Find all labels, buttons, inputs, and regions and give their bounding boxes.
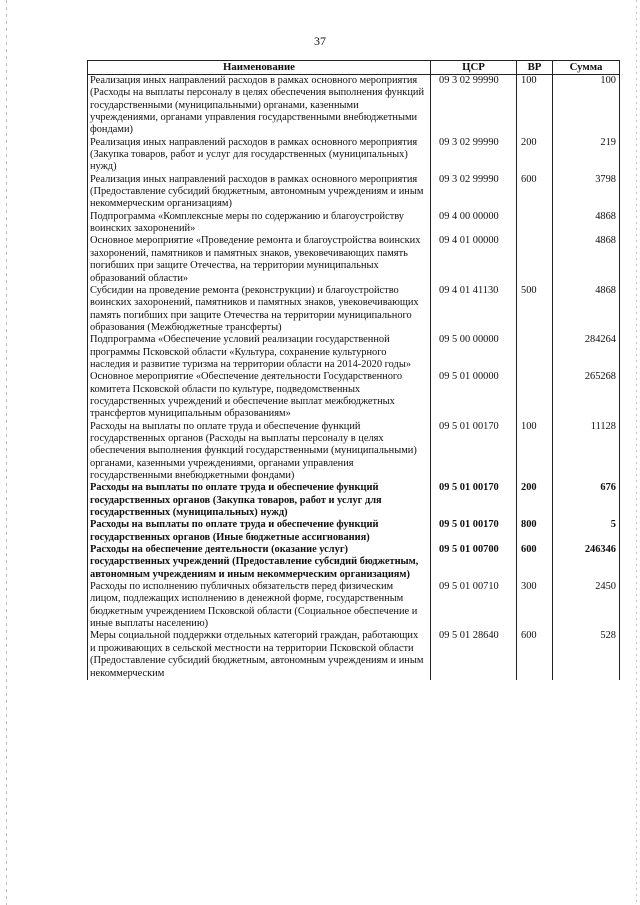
row-sum: 219 (553, 137, 620, 174)
row-name: Расходы на выплаты по оплате труда и обеспечение функций государственных органов (Расходы на выплаты персоналу в целях обеспечения выполнения функций государственными (муниципальными) органами, казенными учреждениями, органами управления государственными внебюджетными фондами) (88, 421, 431, 483)
row-vr (517, 211, 553, 236)
row-name: Подпрограмма «Обеспечение условий реализации государственной программы Псковской области «Культура, сохранение культурного наследия и развитие туризма на территории области на 2014-2020 годы» (88, 334, 431, 371)
table-header (88, 61, 620, 75)
row-vr: 100 (517, 421, 553, 483)
scan-edge-right (636, 0, 637, 905)
row-csr: 09 5 00 00000 (431, 334, 517, 371)
row-sum: 3798 (553, 174, 620, 211)
row-sum: 11128 (553, 421, 620, 483)
header-row (88, 61, 620, 75)
row-name: Расходы по исполнению публичных обязательств перед физическим лицом, подлежащих исполнению в денежной форме, государственным бюджетным учреждением Псковской области (Социальное обеспечение и иные выплаты населению) (88, 581, 431, 630)
table-row (88, 285, 620, 334)
row-csr: 09 5 01 00000 (431, 371, 517, 420)
table-row (88, 630, 620, 679)
header-name: Наименование (88, 61, 431, 75)
row-sum: 265268 (553, 371, 620, 420)
row-name: Расходы на выплаты по оплате труда и обеспечение функций государственных органов (Иные бюджетные ассигнования) (88, 519, 431, 544)
row-sum: 4868 (553, 285, 620, 334)
row-name: Субсидии на проведение ремонта (реконструкции) и благоустройство воинских захоронений, памятников и памятных знаков, увековечивающих память погибших при защите Отечества на территории муниципального образования (Межбюджетные трансферты) (88, 285, 431, 334)
row-vr: 200 (517, 137, 553, 174)
table-row (88, 519, 620, 544)
row-vr: 600 (517, 630, 553, 679)
row-csr: 09 5 01 00170 (431, 519, 517, 544)
row-vr: 300 (517, 581, 553, 630)
row-csr: 09 4 01 41130 (431, 285, 517, 334)
row-sum: 100 (553, 75, 620, 137)
row-sum: 284264 (553, 334, 620, 371)
row-sum: 676 (553, 482, 620, 519)
row-name: Реализация иных направлений расходов в рамках основного мероприятия (Закупка товаров, работ и услуг для государственных (муниципальных) нужд) (88, 137, 431, 174)
row-csr: 09 4 00 00000 (431, 211, 517, 236)
table-row (88, 371, 620, 420)
row-vr: 100 (517, 75, 553, 137)
budget-table (87, 60, 620, 680)
table-row (88, 482, 620, 519)
row-csr: 09 5 01 00700 (431, 544, 517, 581)
row-sum: 528 (553, 630, 620, 679)
row-name: Реализация иных направлений расходов в рамках основного мероприятия (Предоставление субсидий бюджетным, автономным учреждениям и иным некоммерческим организациям) (88, 174, 431, 211)
row-name: Меры социальной поддержки отдельных категорий граждан, работающих и проживающих в сельской местности на территории Псковской области (Предоставление субсидий бюджетным, автономным учреждениям и иным некоммерческим (88, 630, 431, 679)
row-vr: 600 (517, 174, 553, 211)
row-vr: 200 (517, 482, 553, 519)
table-row (88, 581, 620, 630)
header-csr: ЦСР (431, 61, 517, 75)
row-csr: 09 5 01 00710 (431, 581, 517, 630)
table-row (88, 75, 620, 137)
row-csr: 09 5 01 28640 (431, 630, 517, 679)
scan-edge-left (6, 0, 7, 905)
table-row (88, 137, 620, 174)
row-name: Реализация иных направлений расходов в рамках основного мероприятия (Расходы на выплаты персоналу в целях обеспечения выполнения функций государственными (муниципальными) органами, казенными учреждениями, органами управления государственными внебюджетными фондами) (88, 75, 431, 137)
row-sum: 5 (553, 519, 620, 544)
table-row (88, 334, 620, 371)
row-vr: 800 (517, 519, 553, 544)
table-row (88, 544, 620, 581)
row-name: Подпрограмма «Комплексные меры по содержанию и благоустройству воинских захоронений» (88, 211, 431, 236)
row-vr (517, 371, 553, 420)
row-csr: 09 5 01 00170 (431, 421, 517, 483)
table-body (88, 75, 620, 680)
table-row (88, 421, 620, 483)
row-csr: 09 4 01 00000 (431, 235, 517, 284)
table-row (88, 235, 620, 284)
row-csr: 09 5 01 00170 (431, 482, 517, 519)
row-name: Расходы на выплаты по оплате труда и обеспечение функций государственных органов (Закупка товаров, работ и услуг для государственных (муниципальных) нужд) (88, 482, 431, 519)
row-sum: 2450 (553, 581, 620, 630)
row-csr: 09 3 02 99990 (431, 75, 517, 137)
table-row (88, 174, 620, 211)
row-sum: 4868 (553, 211, 620, 236)
header-vr: ВР (517, 61, 553, 75)
row-name: Основное мероприятие «Проведение ремонта и благоустройства воинских захоронений, памятников и памятных знаков, увековечивающих память погибших при защите Отечества, на территории муниципальных образований области» (88, 235, 431, 284)
page-number: 37 (314, 34, 326, 48)
table-row (88, 211, 620, 236)
row-vr (517, 235, 553, 284)
row-sum: 246346 (553, 544, 620, 581)
row-vr (517, 334, 553, 371)
row-csr: 09 3 02 99990 (431, 137, 517, 174)
row-vr: 500 (517, 285, 553, 334)
row-csr: 09 3 02 99990 (431, 174, 517, 211)
header-sum: Сумма (553, 61, 620, 75)
row-vr: 600 (517, 544, 553, 581)
row-name: Расходы на обеспечение деятельности (оказание услуг) государственных учреждений (Предоставление субсидий бюджетным, автономным учреждениям и иным некоммерческим организациям) (88, 544, 431, 581)
row-name: Основное мероприятие «Обеспечение деятельности Государственного комитета Псковской области по культуре, подведомственных государственных учреждений и обеспечение выплат межбюджетных трансфертов муниципальным образованиям» (88, 371, 431, 420)
row-sum: 4868 (553, 235, 620, 284)
